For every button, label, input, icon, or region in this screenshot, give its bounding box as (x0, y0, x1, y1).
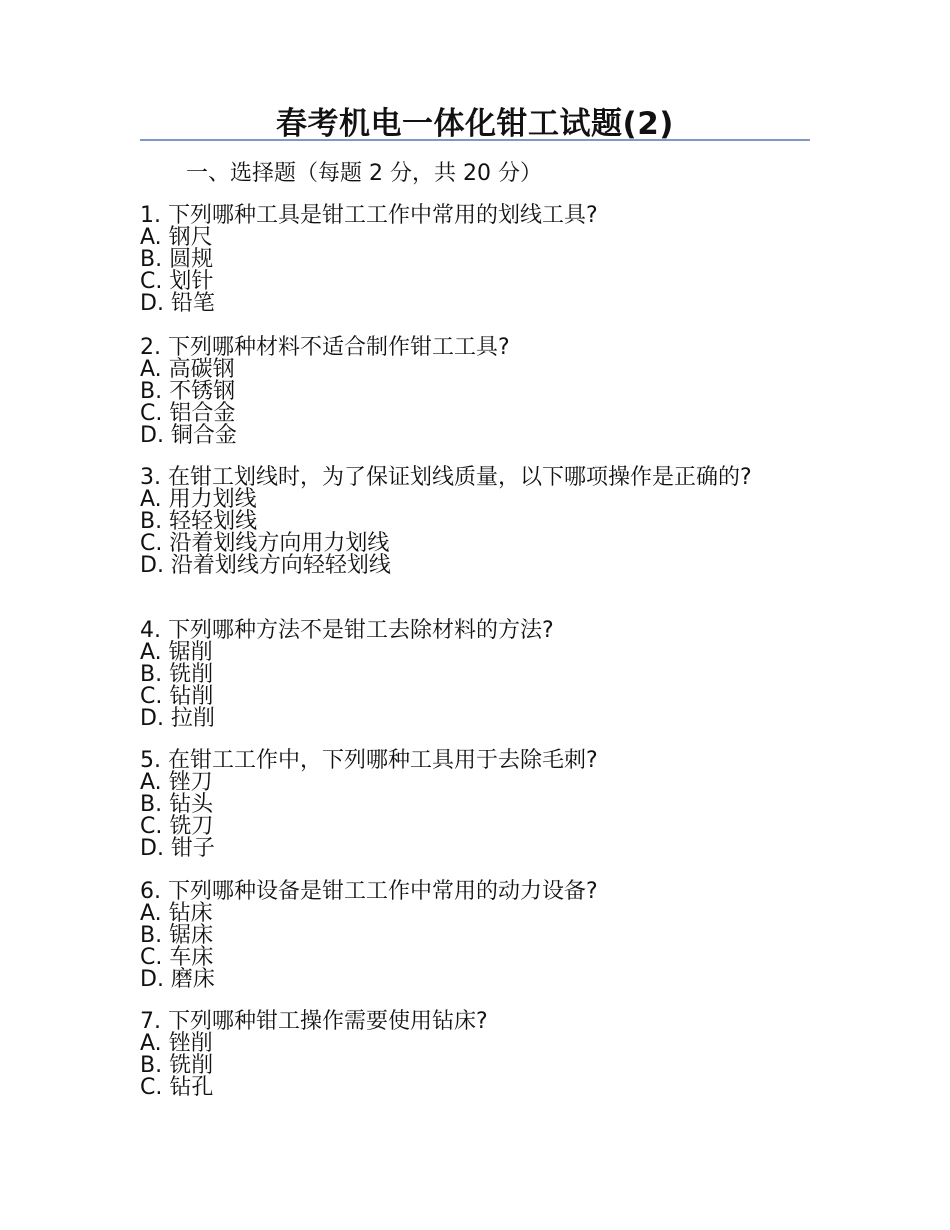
question-stem: 7. 下列哪种钳工操作需要使用钻床? (140, 1009, 488, 1034)
option-c: C. 铣刀 (140, 814, 214, 839)
question-1 (140, 205, 800, 315)
question-stem: 3. 在钳工划线时，为了保证划线质量，以下哪项操作是正确的? (140, 465, 752, 490)
option-b: B. 不锈钢 (140, 379, 236, 404)
option-c: C. 划针 (140, 269, 214, 294)
option-b: B. 铣削 (140, 1053, 214, 1078)
option-c: C. 车床 (140, 945, 214, 970)
option-c: C. 钻孔 (140, 1075, 214, 1100)
option-b: B. 锯床 (140, 923, 214, 948)
question-2 (140, 337, 800, 447)
option-d: D. 钳子 (140, 836, 215, 861)
option-c: C. 铝合金 (140, 401, 236, 426)
option-d: D. 拉削 (140, 706, 215, 731)
option-a: A. 用力划线 (140, 487, 257, 512)
option-b: B. 圆规 (140, 247, 214, 272)
option-b: B. 铣削 (140, 662, 214, 687)
question-6 (140, 881, 800, 991)
question-4 (140, 620, 800, 730)
question-stem: 5. 在钳工工作中，下列哪种工具用于去除毛刺? (140, 748, 598, 773)
question-5 (140, 750, 800, 860)
option-d: D. 沿着划线方向轻轻划线 (140, 553, 391, 578)
question-stem: 4. 下列哪种方法不是钳工去除材料的方法? (140, 618, 554, 643)
document-title: 春考机电一体化钳工试题(2) (276, 106, 674, 142)
option-d: D. 铅笔 (140, 291, 215, 316)
option-a: A. 锉刀 (140, 770, 213, 795)
option-d: D. 磨床 (140, 967, 215, 992)
option-d: D. 铜合金 (140, 423, 237, 448)
title-underline (140, 139, 810, 141)
question-stem: 2. 下列哪种材料不适合制作钳工工具? (140, 335, 510, 360)
option-c: C. 钻削 (140, 684, 214, 709)
option-a: A. 锯削 (140, 640, 213, 665)
question-3 (140, 467, 800, 577)
option-a: A. 钢尺 (140, 225, 213, 250)
question-stem: 6. 下列哪种设备是钳工工作中常用的动力设备? (140, 879, 598, 904)
option-a: A. 高碳钢 (140, 357, 235, 382)
question-stem: 1. 下列哪种工具是钳工工作中常用的划线工具? (140, 203, 598, 228)
question-7 (140, 1011, 800, 1099)
option-c: C. 沿着划线方向用力划线 (140, 531, 390, 556)
option-a: A. 锉削 (140, 1031, 213, 1056)
option-b: B. 钻头 (140, 792, 214, 817)
section-heading: 一、选择题（每题 2 分，共 20 分） (186, 161, 542, 186)
option-a: A. 钻床 (140, 901, 213, 926)
option-b: B. 轻轻划线 (140, 509, 258, 534)
